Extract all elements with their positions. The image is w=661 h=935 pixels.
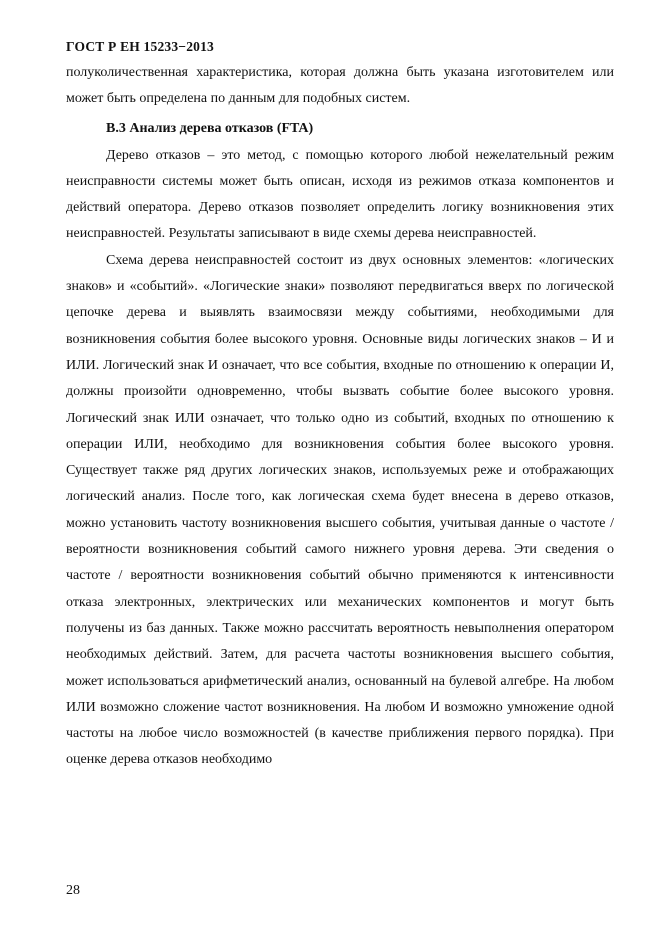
paragraph-fta-scheme: Схема дерева неисправностей состоит из двух основных элементов: «логических знаков» и «событий». «Логические знаки» позволяют передвигаться вверх по логической цепочке дерева и выявлять взаимосвязи между событиями, необходимыми для возникновения события более высокого уровня. Основные виды логических знаков – И и ИЛИ. Логический знак И означает, что все события, входные по отношению к операции И, должны произойти одновременно, чтобы вызвать событие более высокого уровня. Логический знак ИЛИ означает, что только одно из событий, входных по отношению к операции ИЛИ, необходимо для возникновения события более высокого уровня. Существует также ряд других логических знаков, используемых реже и отображающих логический анализ. После того, как логическая схема будет внесена в дерево отказов, можно установить частоту возникновения высшего события, учитывая данные о частоте / вероятности возникновения событий самого нижнего уровня дерева. Эти сведения о частоте / вероятности возникновения событий обычно применяются к интенсивности отказа электронных, электрических или механических компонентов и могут быть получены из баз данных. Также можно рассчитать вероятность невыполнения оператором необходимых действий. Затем, для расчета частоты возникновения высшего события, может использоваться арифметический анализ, основанный на булевой алгебре. На любом ИЛИ возможно сложение частот возникновения. На любом И возможно умножение одной частоты на любое число возможностей (в качестве приближения первого порядка). При оценке дерева отказов необходимо: [66, 252, 614, 768]
paragraph-fta-definition: Дерево отказов – это метод, с помощью которого любой нежелательный режим неисправности системы может быть описан, исходя из режимов отказа компонентов и действий оператора. Дерево отказов позволяет определить логику возникновения этих неисправностей. Результаты записывают в виде схемы дерева неисправностей.: [66, 147, 614, 242]
document-header: ГОСТ Р ЕН 15233−2013: [66, 39, 214, 54]
section-heading: B.3 Анализ дерева отказов (FTA): [106, 120, 314, 136]
page-number: 28: [66, 883, 80, 898]
document-body: [66, 60, 614, 774]
paragraph-continuation: полуколичественная характеристика, которая должна быть указана изготовителем или может быть определена по данным для подобных систем.: [66, 65, 614, 107]
